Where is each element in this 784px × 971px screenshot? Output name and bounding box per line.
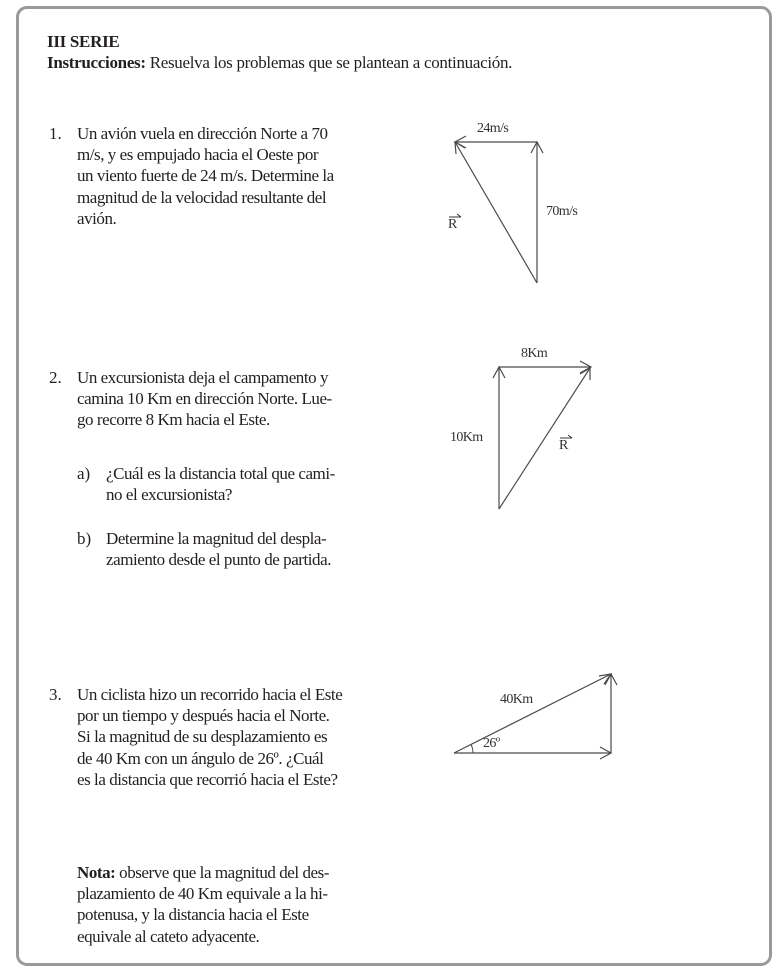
text-line: Nota: observe que la magnitud del des-: [77, 863, 329, 882]
vector-arrow-icon: [448, 212, 462, 218]
diagram-3-angle-label: 26º: [483, 736, 500, 751]
diagram-2-resultant-label: R: [559, 438, 568, 454]
text-line: go recorre 8 Km hacia el Este.: [77, 410, 270, 430]
text-line: Determine la magnitud del despla-: [106, 529, 327, 548]
text-line: Un avión vuela en dirección Norte a 70: [77, 124, 328, 143]
diagram-2-vertical-label: 10Km: [450, 430, 483, 445]
section-title: III SERIE: [47, 32, 120, 51]
text-line: plazamiento de 40 Km equivale a la hi-: [77, 884, 328, 904]
problem-number: 1.: [49, 124, 62, 143]
text-line: camina 10 Km en dirección Norte. Lue-: [77, 389, 332, 409]
text-line: es la distancia que recorrió hacia el Este?: [77, 769, 338, 789]
text-line: un viento fuerte de 24 m/s. Determine la: [77, 166, 334, 186]
subitem-label: a): [77, 464, 91, 483]
diagram-3: [454, 674, 617, 759]
text-line: equivale al cateto adyacente.: [77, 926, 260, 946]
note-label: Nota:: [77, 863, 116, 882]
diagram-3-hypotenuse-label: 40Km: [500, 692, 533, 707]
problem-number: 3.: [49, 685, 62, 704]
text-line: Un excursionista deja el campamento y: [77, 368, 329, 387]
text-line: ¿Cuál es la distancia total que cami-: [106, 464, 335, 483]
angle-arc: [471, 745, 473, 754]
text-line: de 40 Km con un ángulo de 26º. ¿Cuál: [77, 748, 324, 768]
resultant-vector-line: [455, 142, 537, 283]
diagram-1: [455, 136, 543, 283]
diagram-1-vertical-label: 70m/s: [546, 204, 578, 219]
diagram-1-resultant-label: R: [448, 217, 457, 233]
subitem-label: b): [77, 529, 92, 548]
text-line: m/s, y es empujado hacia el Oeste por: [77, 145, 319, 165]
problem-number: 2.: [49, 368, 62, 387]
text-line: avión.: [77, 208, 117, 228]
text-line: por un tiempo y después hacia el Norte.: [77, 706, 330, 726]
instructions-text: Resuelva los problemas que se plantean a continuación.: [145, 53, 513, 72]
diagram-1-horizontal-label: 24m/s: [477, 121, 509, 136]
instructions-label: Instrucciones:: [47, 53, 146, 72]
text-line: Un ciclista hizo un recorrido hacia el Este: [77, 685, 343, 704]
hypotenuse-vector-line: [454, 674, 611, 753]
resultant-vector-line: [499, 368, 590, 509]
text-line: zamiento desde el punto de partida.: [106, 550, 331, 570]
text-line: no el excursionista?: [106, 485, 233, 505]
vector-arrow-icon: [559, 433, 573, 439]
diagram-2-horizontal-label: 8Km: [521, 346, 548, 361]
text-line: potenusa, y la distancia hacia el Este: [77, 905, 309, 925]
diagram-2: [493, 361, 591, 509]
text-line: Si la magnitud de su desplazamiento es: [77, 727, 328, 747]
text-line: magnitud de la velocidad resultante del: [77, 187, 327, 207]
